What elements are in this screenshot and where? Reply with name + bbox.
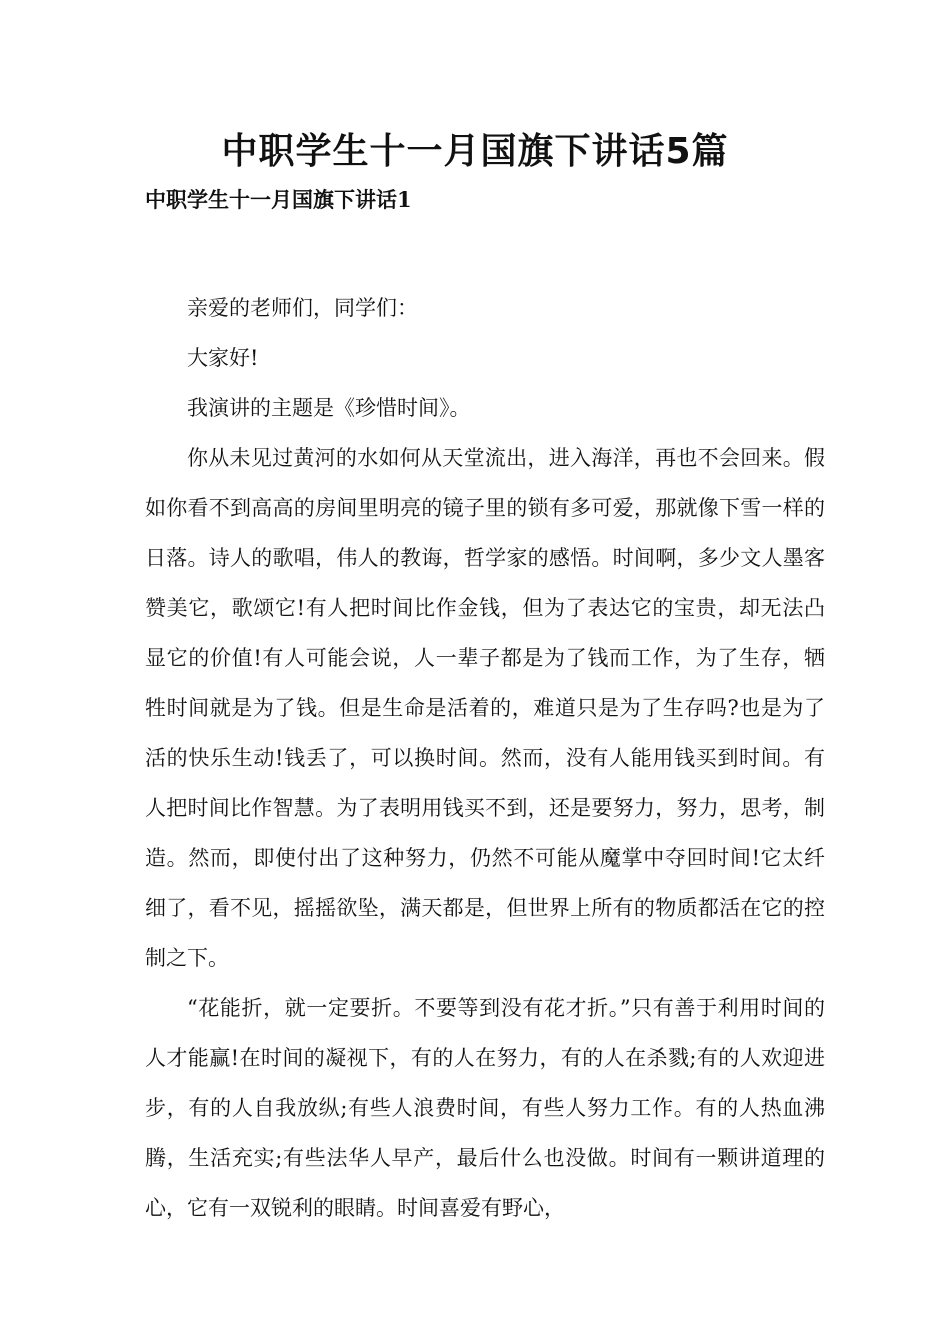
paragraph-topic: 我演讲的主题是《珍惜时间》。 <box>187 396 471 420</box>
document-title: 中职学生十一月国旗下讲话5篇 <box>221 131 729 172</box>
paragraph-greeting: 大家好! <box>187 346 259 370</box>
paragraph-salutation: 亲爱的老师们，同学们： <box>187 296 418 320</box>
paragraph-body-2: “花能折，就一定要折。不要等到没有花才折。”只有善于利用时间的人才能赢!在时间的凝视下，有的人在努力，有的人在杀戮;有的人欢迎进步，有的人自我放纵;有些人浪费时间，有些人努力工作。有的人热血沸腾，生活充实;有些法华人早产，最后什么也没做。时间有一颗讲道理的心，它有一双锐利的眼睛。时间喜爱有野心， <box>145 996 825 1220</box>
paragraph-body-1: 你从未见过黄河的水如何从天堂流出，进入海洋，再也不会回来。假如你看不到高高的房间里明亮的镜子里的锁有多可爱，那就像下雪一样的日落。诗人的歌唱，伟人的教诲，哲学家的感悟。时间啊，多少文人墨客赞美它，歌颂它!有人把时间比作金钱，但为了表达它的宝贵，却无法凸显它的价值!有人可能会说，人一辈子都是为了钱而工作，为了生存，牺牲时间就是为了钱。但是生命是活着的，难道只是为了生存吗?也是为了活的快乐生动!钱丢了，可以换时间。然而，没有人能用钱买到时间。有人把时间比作智慧。为了表明用钱买不到，还是要努力，努力，思考，制造。然而，即使付出了这种努力，仍然不可能从魔掌中夺回时间!它太纤细了，看不见，摇摇欲坠，满天都是，但世界上所有的物质都活在它的控制之下。 <box>145 446 825 970</box>
document-body <box>145 283 825 1233</box>
section-heading: 中职学生十一月国旗下讲话1 <box>145 187 412 212</box>
